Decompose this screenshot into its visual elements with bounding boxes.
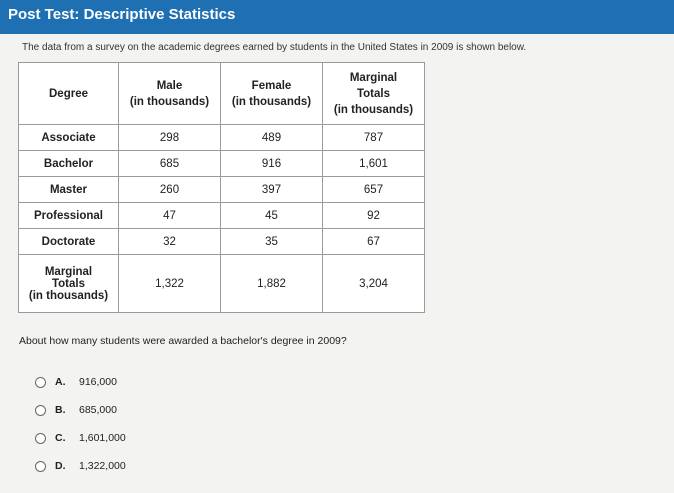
totals-label-line2: Totals (51, 277, 85, 290)
header-female-line1: Female (251, 79, 292, 92)
header-female-line2: (in thousands) (231, 95, 312, 108)
choice-letter: A. (55, 376, 66, 388)
row-female: 35 (221, 229, 323, 255)
question-text: About how many students were awarded a bachelor's degree in 2009? (19, 335, 347, 347)
row-male: 685 (119, 151, 221, 177)
totals-total: 3,204 (323, 255, 425, 313)
choice-a[interactable] (35, 374, 255, 390)
header-marginal-line2: Totals (356, 87, 390, 100)
header-male-line2: (in thousands) (129, 95, 210, 108)
table-row (19, 151, 425, 177)
choice-text: 916,000 (79, 376, 117, 388)
row-total: 67 (323, 229, 425, 255)
row-male: 32 (119, 229, 221, 255)
window-title: Post Test: Descriptive Statistics (8, 6, 236, 23)
choice-b[interactable] (35, 402, 255, 418)
radio-button-icon[interactable] (35, 461, 46, 472)
table-row (19, 125, 425, 151)
choice-text: 1,322,000 (79, 460, 126, 472)
totals-female: 1,882 (221, 255, 323, 313)
header-marginal-line3: (in thousands) (333, 103, 414, 116)
choice-text: 685,000 (79, 404, 117, 416)
header-male (119, 63, 221, 125)
row-male: 47 (119, 203, 221, 229)
table-row (19, 229, 425, 255)
row-degree: Master (19, 177, 119, 203)
radio-button-icon[interactable] (35, 433, 46, 444)
header-female (221, 63, 323, 125)
row-total: 787 (323, 125, 425, 151)
intro-text: The data from a survey on the academic degrees earned by students in the United States in 2009 is shown below. (22, 42, 527, 53)
choice-text: 1,601,000 (79, 432, 126, 444)
header-marginal-line1: Marginal (349, 71, 398, 84)
row-degree: Associate (19, 125, 119, 151)
totals-label-line3: (in thousands) (28, 289, 109, 302)
table-row (19, 177, 425, 203)
choice-letter: B. (55, 404, 66, 416)
row-male: 298 (119, 125, 221, 151)
choice-d[interactable] (35, 458, 255, 474)
totals-label (19, 255, 119, 313)
table-header-row (19, 63, 425, 125)
header-degree: Degree (19, 63, 119, 125)
row-degree: Doctorate (19, 229, 119, 255)
row-total: 657 (323, 177, 425, 203)
choice-c[interactable] (35, 430, 255, 446)
row-female: 916 (221, 151, 323, 177)
table-totals-row (19, 255, 425, 313)
totals-male: 1,322 (119, 255, 221, 313)
degrees-table (18, 62, 425, 313)
radio-button-icon[interactable] (35, 405, 46, 416)
radio-button-icon[interactable] (35, 377, 46, 388)
row-total: 92 (323, 203, 425, 229)
choice-letter: C. (55, 432, 66, 444)
totals-label-line1: Marginal (44, 265, 93, 278)
row-female: 397 (221, 177, 323, 203)
row-female: 45 (221, 203, 323, 229)
choice-letter: D. (55, 460, 66, 472)
title-bar (0, 0, 674, 34)
row-female: 489 (221, 125, 323, 151)
row-male: 260 (119, 177, 221, 203)
row-degree: Bachelor (19, 151, 119, 177)
table-row (19, 203, 425, 229)
header-male-line1: Male (156, 79, 183, 92)
row-degree: Professional (19, 203, 119, 229)
row-total: 1,601 (323, 151, 425, 177)
header-marginal (323, 63, 425, 125)
